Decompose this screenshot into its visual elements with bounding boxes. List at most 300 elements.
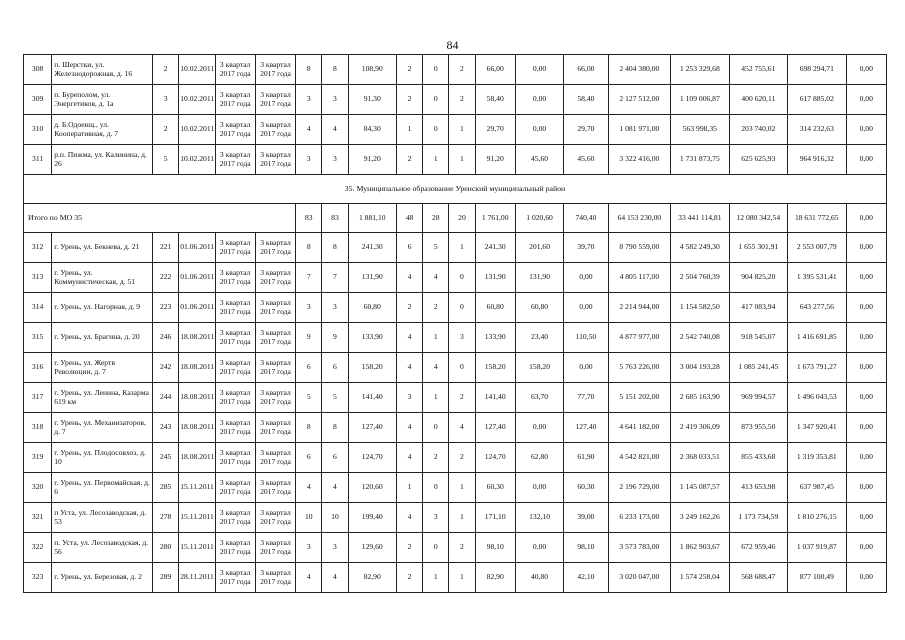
cell-a3: 61,90 [564, 443, 608, 473]
cell-p2: 4 [322, 563, 348, 593]
cell-f3: 2 [449, 443, 475, 473]
cell-v3: 417 083,94 [729, 293, 787, 323]
cell-f3: 3 [449, 323, 475, 353]
cell-p2: 3 [322, 145, 348, 175]
cell-addr: г. Урень, ул. Нагорная, д. 9 [52, 293, 153, 323]
cell-a1: 127,40 [475, 413, 515, 443]
cell-q1: 3 квартал 2017 года [215, 563, 255, 593]
cell-p1: 6 [296, 443, 322, 473]
cell-a2: 0,00 [515, 473, 563, 503]
cell-v1: 4 877 977,00 [608, 323, 671, 353]
cell-v1: 6 233 173,00 [608, 503, 671, 533]
cell-p1: 4 [296, 563, 322, 593]
cell-v2: 1 574 258,04 [671, 563, 729, 593]
cell-no: 315 [24, 323, 52, 353]
cell-date: 18.08.2011 [179, 443, 215, 473]
cell-c3: 244 [153, 383, 179, 413]
section-header-row [24, 175, 887, 204]
total-cell-v2: 33 441 114,81 [671, 204, 729, 233]
cell-a3: 58,40 [564, 85, 608, 115]
cell-v1: 3 322 416,00 [608, 145, 671, 175]
cell-addr: п Уста, ул. Лесозаводская, д. 53 [52, 503, 153, 533]
cell-c3: 245 [153, 443, 179, 473]
cell-a3: 60,30 [564, 473, 608, 503]
cell-q1: 3 квартал 2017 года [215, 383, 255, 413]
cell-v2: 1 731 873,75 [671, 145, 729, 175]
total-cell-a3: 740,40 [564, 204, 608, 233]
cell-date: 01.06.2011 [179, 293, 215, 323]
cell-c3: 242 [153, 353, 179, 383]
cell-f2: 2 [423, 293, 449, 323]
cell-c3: 221 [153, 233, 179, 263]
cell-date: 10.02.2011 [179, 85, 215, 115]
table-row [24, 563, 887, 593]
cell-f3: 4 [449, 413, 475, 443]
cell-p2: 6 [322, 353, 348, 383]
cell-area: 241,30 [348, 233, 396, 263]
cell-v3: 918 545,07 [729, 323, 787, 353]
cell-v4: 1 416 691,85 [788, 323, 846, 353]
total-cell-a1: 1 761,00 [475, 204, 515, 233]
table-body [24, 55, 887, 593]
cell-a1: 241,30 [475, 233, 515, 263]
cell-v4: 637 987,45 [788, 473, 846, 503]
cell-f3: 0 [449, 263, 475, 293]
cell-q2: 3 квартал 2017 года [255, 413, 295, 443]
cell-p2: 8 [322, 413, 348, 443]
cell-p1: 3 [296, 145, 322, 175]
cell-no: 312 [24, 233, 52, 263]
cell-v5: 0,00 [846, 533, 886, 563]
cell-p1: 8 [296, 233, 322, 263]
cell-f3: 1 [449, 503, 475, 533]
cell-q1: 3 квартал 2017 года [215, 413, 255, 443]
cell-v5: 0,00 [846, 383, 886, 413]
cell-v2: 1 253 329,68 [671, 55, 729, 85]
cell-no: 323 [24, 563, 52, 593]
cell-no: 319 [24, 443, 52, 473]
section-title: 35. Муниципальное образование Уренский муниципальный район [24, 175, 887, 204]
cell-q1: 3 квартал 2017 года [215, 473, 255, 503]
cell-f3: 0 [449, 293, 475, 323]
cell-a3: 66,00 [564, 55, 608, 85]
cell-v3: 904 825,20 [729, 263, 787, 293]
cell-v2: 563 998,35 [671, 115, 729, 145]
cell-q2: 3 квартал 2017 года [255, 443, 295, 473]
cell-a1: 91,20 [475, 145, 515, 175]
table-row [24, 323, 887, 353]
table-row [24, 85, 887, 115]
cell-q1: 3 квартал 2017 года [215, 85, 255, 115]
cell-a3: 39,00 [564, 503, 608, 533]
cell-q1: 3 квартал 2017 года [215, 443, 255, 473]
cell-q2: 3 квартал 2017 года [255, 55, 295, 85]
cell-v3: 1 173 734,59 [729, 503, 787, 533]
cell-f3: 2 [449, 533, 475, 563]
cell-no: 310 [24, 115, 52, 145]
total-cell-area: 1 881,10 [348, 204, 396, 233]
table-row [24, 115, 887, 145]
cell-a1: 98,10 [475, 533, 515, 563]
cell-f1: 2 [396, 55, 422, 85]
cell-v3: 625 625,93 [729, 145, 787, 175]
cell-v3: 203 740,02 [729, 115, 787, 145]
cell-p2: 3 [322, 293, 348, 323]
cell-v2: 4 582 249,30 [671, 233, 729, 263]
cell-date: 10.02.2011 [179, 115, 215, 145]
cell-f3: 1 [449, 563, 475, 593]
cell-p1: 10 [296, 503, 322, 533]
cell-p1: 7 [296, 263, 322, 293]
cell-p2: 4 [322, 115, 348, 145]
cell-date: 28.11.2011 [179, 563, 215, 593]
cell-no: 320 [24, 473, 52, 503]
cell-v4: 643 277,56 [788, 293, 846, 323]
cell-no: 317 [24, 383, 52, 413]
cell-a3: 77,70 [564, 383, 608, 413]
cell-f1: 4 [396, 443, 422, 473]
cell-v2: 2 368 033,51 [671, 443, 729, 473]
cell-q2: 3 квартал 2017 года [255, 263, 295, 293]
cell-f3: 2 [449, 85, 475, 115]
total-cell-v3: 12 080 342,54 [729, 204, 787, 233]
cell-no: 308 [24, 55, 52, 85]
cell-v1: 5 763 226,00 [608, 353, 671, 383]
cell-a3: 0,00 [564, 293, 608, 323]
cell-a2: 0,00 [515, 85, 563, 115]
cell-f3: 1 [449, 473, 475, 503]
cell-a1: 171,10 [475, 503, 515, 533]
cell-a1: 124,70 [475, 443, 515, 473]
cell-q1: 3 квартал 2017 года [215, 115, 255, 145]
cell-q2: 3 квартал 2017 года [255, 533, 295, 563]
cell-v5: 0,00 [846, 55, 886, 85]
table-row [24, 503, 887, 533]
cell-p2: 6 [322, 443, 348, 473]
cell-addr: г. Урень, ул. Жертв Революции, д. 7 [52, 353, 153, 383]
cell-v5: 0,00 [846, 323, 886, 353]
total-cell-a2: 1 020,60 [515, 204, 563, 233]
table-row [24, 263, 887, 293]
cell-f2: 1 [423, 563, 449, 593]
cell-date: 18.08.2011 [179, 323, 215, 353]
cell-v4: 1 319 353,81 [788, 443, 846, 473]
cell-c3: 2 [153, 115, 179, 145]
cell-v3: 568 688,47 [729, 563, 787, 593]
cell-a1: 60,80 [475, 293, 515, 323]
table-row [24, 383, 887, 413]
cell-area: 133,90 [348, 323, 396, 353]
cell-q2: 3 квартал 2017 года [255, 293, 295, 323]
cell-date: 10.02.2011 [179, 145, 215, 175]
cell-v1: 3 020 047,00 [608, 563, 671, 593]
table-row [24, 533, 887, 563]
cell-no: 313 [24, 263, 52, 293]
cell-f1: 4 [396, 263, 422, 293]
cell-f3: 2 [449, 383, 475, 413]
table-row [24, 55, 887, 85]
cell-area: 129,60 [348, 533, 396, 563]
cell-addr: г. Урень, ул. Коммунистическая, д. 51 [52, 263, 153, 293]
cell-no: 321 [24, 503, 52, 533]
cell-p2: 5 [322, 383, 348, 413]
total-label: Итого по МО 35 [24, 204, 296, 233]
cell-no: 314 [24, 293, 52, 323]
cell-p1: 6 [296, 353, 322, 383]
table-row [24, 233, 887, 263]
cell-a2: 60,80 [515, 293, 563, 323]
table-row [24, 353, 887, 383]
cell-a2: 0,00 [515, 533, 563, 563]
cell-date: 15.11.2011 [179, 473, 215, 503]
cell-no: 309 [24, 85, 52, 115]
cell-no: 322 [24, 533, 52, 563]
cell-f1: 2 [396, 533, 422, 563]
cell-f1: 2 [396, 563, 422, 593]
cell-area: 120,60 [348, 473, 396, 503]
cell-a3: 39,70 [564, 233, 608, 263]
cell-q2: 3 квартал 2017 года [255, 323, 295, 353]
cell-f2: 0 [423, 533, 449, 563]
cell-q2: 3 квартал 2017 года [255, 145, 295, 175]
cell-date: 18.08.2011 [179, 383, 215, 413]
cell-addr: п. Буреполом, ул. Энергетиков, д. 1а [52, 85, 153, 115]
cell-date: 10.02.2011 [179, 55, 215, 85]
cell-v1: 5 151 202,00 [608, 383, 671, 413]
cell-v4: 1 673 791,27 [788, 353, 846, 383]
cell-a1: 66,00 [475, 55, 515, 85]
total-cell-p1: 83 [296, 204, 322, 233]
cell-c3: 3 [153, 85, 179, 115]
table-row [24, 473, 887, 503]
cell-c3: 280 [153, 533, 179, 563]
total-cell-v5: 0,00 [846, 204, 886, 233]
cell-a2: 0,00 [515, 413, 563, 443]
cell-q2: 3 квартал 2017 года [255, 503, 295, 533]
cell-area: 131,90 [348, 263, 396, 293]
cell-q1: 3 квартал 2017 года [215, 145, 255, 175]
cell-p2: 9 [322, 323, 348, 353]
cell-a3: 98,10 [564, 533, 608, 563]
total-row [24, 204, 887, 233]
cell-addr: р.п. Пижма, ул. Калинина, д. 26 [52, 145, 153, 175]
cell-a1: 158,20 [475, 353, 515, 383]
cell-f1: 6 [396, 233, 422, 263]
cell-c3: 278 [153, 503, 179, 533]
cell-p1: 4 [296, 473, 322, 503]
cell-q1: 3 квартал 2017 года [215, 293, 255, 323]
housing-registry-table [23, 54, 887, 593]
cell-v4: 964 916,32 [788, 145, 846, 175]
cell-v5: 0,00 [846, 353, 886, 383]
table-row [24, 145, 887, 175]
cell-v2: 2 685 163,90 [671, 383, 729, 413]
cell-v5: 0,00 [846, 563, 886, 593]
cell-v1: 8 790 559,00 [608, 233, 671, 263]
cell-v4: 1 347 920,41 [788, 413, 846, 443]
cell-v2: 1 862 903,67 [671, 533, 729, 563]
total-cell-f3: 20 [449, 204, 475, 233]
cell-v5: 0,00 [846, 293, 886, 323]
cell-f2: 5 [423, 233, 449, 263]
cell-a2: 62,80 [515, 443, 563, 473]
cell-a2: 131,90 [515, 263, 563, 293]
cell-addr: г. Урень, ул. Механизаторов, д. 7 [52, 413, 153, 443]
cell-f2: 1 [423, 323, 449, 353]
cell-f2: 0 [423, 85, 449, 115]
cell-v5: 0,00 [846, 115, 886, 145]
cell-c3: 223 [153, 293, 179, 323]
cell-a2: 132,10 [515, 503, 563, 533]
cell-q1: 3 квартал 2017 года [215, 55, 255, 85]
cell-q2: 3 квартал 2017 года [255, 85, 295, 115]
table-row [24, 293, 887, 323]
cell-a2: 0,00 [515, 115, 563, 145]
cell-v1: 2 127 512,00 [608, 85, 671, 115]
cell-addr: д. Б.Одоевщ., ул. Кооперативная, д. 7 [52, 115, 153, 145]
page-number: 84 [446, 38, 459, 52]
cell-a2: 158,20 [515, 353, 563, 383]
cell-v3: 1 085 241,45 [729, 353, 787, 383]
cell-p2: 10 [322, 503, 348, 533]
cell-a2: 23,40 [515, 323, 563, 353]
cell-p2: 8 [322, 233, 348, 263]
cell-c3: 246 [153, 323, 179, 353]
cell-addr: г. Урень, ул. Брагина, д. 20 [52, 323, 153, 353]
cell-area: 199,40 [348, 503, 396, 533]
cell-c3: 5 [153, 145, 179, 175]
cell-v5: 0,00 [846, 145, 886, 175]
cell-p1: 3 [296, 533, 322, 563]
cell-v5: 0,00 [846, 233, 886, 263]
cell-v4: 1 810 276,15 [788, 503, 846, 533]
cell-v5: 0,00 [846, 413, 886, 443]
cell-date: 01.06.2011 [179, 233, 215, 263]
cell-a2: 45,60 [515, 145, 563, 175]
table-row [24, 413, 887, 443]
cell-f2: 4 [423, 353, 449, 383]
cell-p1: 8 [296, 413, 322, 443]
cell-q2: 3 квартал 2017 года [255, 383, 295, 413]
cell-v5: 0,00 [846, 473, 886, 503]
cell-v4: 1 395 531,41 [788, 263, 846, 293]
cell-f2: 1 [423, 145, 449, 175]
cell-a3: 29,70 [564, 115, 608, 145]
total-cell-v1: 64 153 230,00 [608, 204, 671, 233]
cell-f2: 0 [423, 413, 449, 443]
cell-area: 91,20 [348, 145, 396, 175]
cell-c3: 243 [153, 413, 179, 443]
total-cell-v4: 18 631 772,65 [788, 204, 846, 233]
cell-v4: 1 037 919,87 [788, 533, 846, 563]
cell-no: 318 [24, 413, 52, 443]
cell-date: 18.08.2011 [179, 413, 215, 443]
cell-f1: 2 [396, 145, 422, 175]
cell-v1: 2 196 729,00 [608, 473, 671, 503]
cell-v3: 873 955,50 [729, 413, 787, 443]
cell-v1: 2 404 380,00 [608, 55, 671, 85]
cell-a3: 110,50 [564, 323, 608, 353]
cell-no: 316 [24, 353, 52, 383]
cell-f2: 1 [423, 383, 449, 413]
cell-v3: 1 655 301,91 [729, 233, 787, 263]
cell-a3: 45,60 [564, 145, 608, 175]
cell-c3: 285 [153, 473, 179, 503]
cell-q2: 3 квартал 2017 года [255, 115, 295, 145]
cell-p1: 3 [296, 293, 322, 323]
cell-v3: 413 653,98 [729, 473, 787, 503]
cell-v3: 400 620,11 [729, 85, 787, 115]
cell-f1: 4 [396, 353, 422, 383]
cell-v5: 0,00 [846, 263, 886, 293]
cell-v1: 4 805 117,00 [608, 263, 671, 293]
cell-q2: 3 квартал 2017 года [255, 353, 295, 383]
cell-q1: 3 квартал 2017 года [215, 233, 255, 263]
cell-date: 15.11.2011 [179, 533, 215, 563]
cell-a1: 133,90 [475, 323, 515, 353]
cell-v4: 2 553 007,79 [788, 233, 846, 263]
cell-v3: 855 433,68 [729, 443, 787, 473]
cell-p2: 3 [322, 85, 348, 115]
cell-v3: 672 959,46 [729, 533, 787, 563]
cell-v5: 0,00 [846, 443, 886, 473]
cell-a3: 0,00 [564, 263, 608, 293]
cell-p2: 4 [322, 473, 348, 503]
cell-f3: 0 [449, 353, 475, 383]
cell-v5: 0,00 [846, 85, 886, 115]
cell-q1: 3 квартал 2017 года [215, 353, 255, 383]
cell-a2: 201,60 [515, 233, 563, 263]
cell-q2: 3 квартал 2017 года [255, 233, 295, 263]
cell-f3: 1 [449, 145, 475, 175]
cell-v3: 969 994,57 [729, 383, 787, 413]
cell-v2: 1 145 087,57 [671, 473, 729, 503]
cell-a1: 82,90 [475, 563, 515, 593]
cell-p1: 5 [296, 383, 322, 413]
cell-f1: 4 [396, 323, 422, 353]
cell-no: 311 [24, 145, 52, 175]
cell-a2: 0,00 [515, 55, 563, 85]
cell-f2: 0 [423, 473, 449, 503]
cell-a1: 131,90 [475, 263, 515, 293]
cell-date: 18.08.2011 [179, 353, 215, 383]
total-cell-f1: 48 [396, 204, 422, 233]
cell-f1: 1 [396, 115, 422, 145]
cell-addr: г. Урень, ул. Ленина, Казарма 619 км [52, 383, 153, 413]
cell-v2: 3 249 162,26 [671, 503, 729, 533]
cell-a1: 141,40 [475, 383, 515, 413]
cell-p2: 8 [322, 55, 348, 85]
cell-v2: 2 419 306,09 [671, 413, 729, 443]
cell-v5: 0,00 [846, 503, 886, 533]
cell-date: 01.06.2011 [179, 263, 215, 293]
total-cell-p2: 83 [322, 204, 348, 233]
cell-addr: г. Урень, ул. Первомайская, д. 6 [52, 473, 153, 503]
cell-area: 82,90 [348, 563, 396, 593]
cell-addr: г. Урень, ул. Березовая, д. 2 [52, 563, 153, 593]
cell-addr: п. Уста, ул. Лесозаводская, д. 56 [52, 533, 153, 563]
cell-p2: 7 [322, 263, 348, 293]
cell-v3: 452 755,61 [729, 55, 787, 85]
cell-v2: 2 504 760,39 [671, 263, 729, 293]
cell-v4: 698 294,71 [788, 55, 846, 85]
cell-f1: 2 [396, 293, 422, 323]
cell-area: 127,40 [348, 413, 396, 443]
cell-q1: 3 квартал 2017 года [215, 503, 255, 533]
cell-v2: 3 004 193,28 [671, 353, 729, 383]
cell-q1: 3 квартал 2017 года [215, 263, 255, 293]
cell-area: 60,80 [348, 293, 396, 323]
